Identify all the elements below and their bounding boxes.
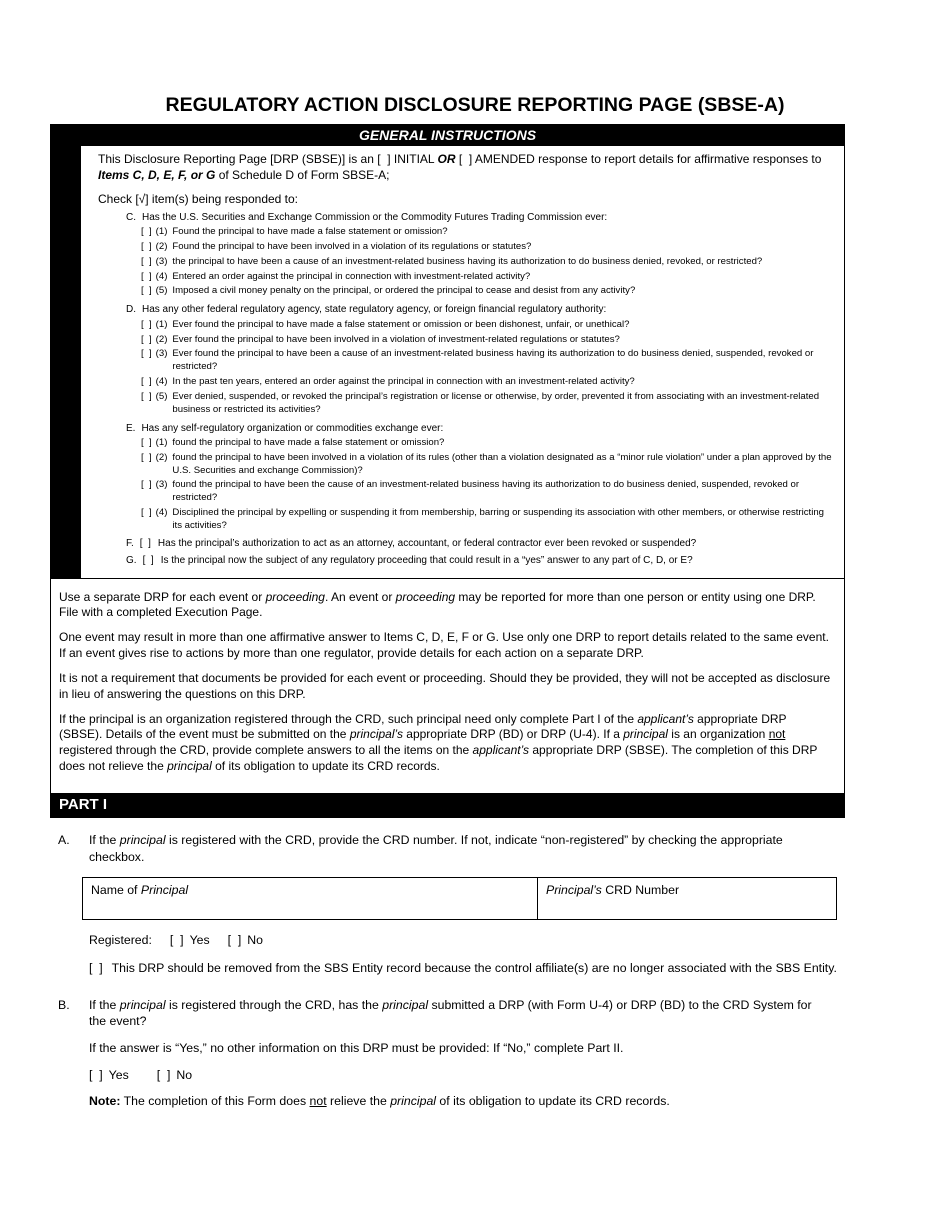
intro-text-4: AMENDED response to report details for affirmative responses to bbox=[472, 152, 822, 166]
principal-crd-field[interactable] bbox=[538, 878, 837, 920]
section-a bbox=[50, 832, 845, 981]
section-b-label: B. bbox=[58, 997, 70, 1012]
section-b-instruction: If the answer is “Yes,” no other information on this DRP must be provided: If “No,” complete Part II. bbox=[89, 1041, 624, 1056]
checkbox-c5[interactable]: [ ] bbox=[141, 285, 152, 297]
items-emphasis: Items C, D, E, F, or G bbox=[98, 167, 216, 182]
initial-checkbox[interactable]: [ ] bbox=[377, 152, 391, 166]
instruction-item-e1: [ ] (1) found the principal to have made a false statement or omission? bbox=[141, 436, 445, 448]
general-instructions-content bbox=[81, 146, 844, 578]
instruction-item-f: F. [ ] Has the principal’s authorization to act as an attorney, accountant, or federal contractor ever been revoked or suspended? bbox=[126, 537, 697, 549]
general-instructions-header: GENERAL INSTRUCTIONS bbox=[51, 125, 844, 146]
instruction-item-e4: [ ] (4) Disciplined the principal by expelling or suspending it from membership, barring or suspending its association with other members, or otherwise restricting its activities? bbox=[141, 507, 825, 532]
instruction-item-g: G. [ ] Is the principal now the subject of any regulatory proceeding that could result in a “yes” answer to any part of C, D, or E? bbox=[126, 555, 693, 567]
answer-yes-checkbox[interactable]: [ ] bbox=[89, 1067, 103, 1082]
instruction-item-c4: [ ] (4) Entered an order against the principal in connection with investment-related activity? bbox=[141, 270, 531, 282]
instruction-item-d3: [ ] (3) Ever found the principal to have been a cause of an investment-related business having its authorization to do business denied, suspended, revoked or restricted? bbox=[141, 348, 814, 373]
left-black-band bbox=[51, 146, 81, 578]
section-b-body bbox=[89, 997, 845, 1120]
principal-table-row bbox=[83, 878, 837, 920]
section-b bbox=[50, 997, 845, 1120]
section-c-heading: C. Has the U.S. Securities and Exchange Commission or the Commodity Futures Trading Commission ever: bbox=[126, 211, 608, 223]
checkbox-d3[interactable]: [ ] bbox=[141, 348, 152, 360]
answer-row bbox=[89, 1067, 823, 1084]
answer-no-label: No bbox=[176, 1067, 193, 1082]
amended-checkbox[interactable]: [ ] bbox=[458, 152, 473, 166]
answer-yes-group bbox=[89, 1068, 129, 1082]
checkbox-c3[interactable]: [ ] bbox=[141, 255, 152, 267]
instruction-item-d4: [ ] (4) In the past ten years, entered an order against the principal in connection with an investment-related activity? bbox=[141, 376, 635, 388]
instruction-item-e3: [ ] (3) found the principal to have been the cause of an investment-related business having its authorization to do business denied, suspended, revoked or restricted? bbox=[141, 479, 800, 504]
instruction-item-d2: [ ] (2) Ever found the principal to have been involved in a violation of investment-related regulations or statutes? bbox=[141, 333, 620, 345]
checkbox-e1[interactable]: [ ] bbox=[141, 436, 152, 448]
registered-yes-checkbox[interactable]: [ ] bbox=[169, 932, 184, 947]
general-instructions-body bbox=[51, 146, 844, 578]
instruction-list bbox=[98, 211, 836, 568]
answer-no-checkbox[interactable]: [ ] bbox=[156, 1067, 171, 1082]
principal-name-field[interactable] bbox=[83, 878, 538, 920]
paragraph-crd-registration: If the principal is an organization registered through the CRD, such principal need only complete Part I of the applicant’s appropriate DRP (SBSE). Details of the event must be submitted on the principal’s appropriate DRP (BD) or DRP (U-4). If a principal is an organization not registered through the CRD, provide complete answers to all the items on the applicant’s appropriate DRP (SBSE). The completion of this DRP does not relieve the principal of its obligation to update its CRD records. bbox=[59, 711, 818, 774]
registered-label: Registered: bbox=[89, 932, 152, 947]
paragraph-one-event: One event may result in more than one affirmative answer to Items C, D, E, F or G. Use only one DRP to report details related to the same event. If an event gives rise to actions by more than one regulator, provide details for each action on a separate DRP. bbox=[59, 630, 829, 661]
registered-yes-label: Yes bbox=[189, 932, 210, 947]
intro-text-5: of Schedule D of Form SBSE-A; bbox=[215, 167, 390, 182]
note-text: Note: The completion of this Form does not relieve the principal of its obligation to update its CRD records. bbox=[89, 1094, 670, 1109]
registered-row bbox=[89, 932, 837, 949]
checkbox-g[interactable]: [ ] bbox=[142, 555, 154, 567]
principal-crd-label: Principal’s CRD Number bbox=[546, 883, 680, 898]
checkbox-d1[interactable]: [ ] bbox=[141, 318, 152, 330]
section-e-heading: E. Has any self-regulatory organization or commodities exchange ever: bbox=[126, 422, 444, 434]
paragraph-use-separate-drp: Use a separate DRP for each event or proceeding. An event or proceeding may be reported for more than one person or entity using one DRP. File with a completed Execution Page. bbox=[59, 589, 816, 620]
checkbox-d5[interactable]: [ ] bbox=[141, 390, 152, 402]
registered-no-checkbox[interactable]: [ ] bbox=[227, 932, 242, 947]
or-emphasis: OR bbox=[437, 152, 456, 166]
section-g-label: G. bbox=[126, 555, 137, 567]
general-instructions-box bbox=[50, 124, 845, 818]
checkbox-c1[interactable]: [ ] bbox=[141, 226, 152, 238]
checkbox-e2[interactable]: [ ] bbox=[141, 451, 152, 463]
intro-text-2: INITIAL bbox=[390, 152, 438, 166]
checkbox-c2[interactable]: [ ] bbox=[141, 240, 152, 252]
section-b-text: If the principal is registered through the CRD, has the principal submitted a DRP (with Form U-4) or DRP (BD) to the CRD System for the event? bbox=[89, 997, 812, 1029]
removal-row bbox=[89, 960, 837, 977]
answer-yes-label: Yes bbox=[108, 1067, 129, 1082]
instruction-item-c1: [ ] (1) Found the principal to have made a false statement or omission? bbox=[141, 226, 448, 238]
principal-table bbox=[82, 877, 837, 920]
section-e-label: E. bbox=[126, 422, 136, 434]
section-a-body bbox=[89, 832, 859, 981]
check-instruction: Check [√] item(s) being responded to: bbox=[98, 191, 299, 206]
checkbox-d4[interactable]: [ ] bbox=[141, 376, 152, 388]
registered-no-label: No bbox=[247, 932, 264, 947]
checkbox-f[interactable]: [ ] bbox=[139, 537, 151, 549]
instruction-item-e2: [ ] (2) found the principal to have been involved in a violation of its rules (other than a violation designated as a “minor rule violation” under a plan approved by the U.S. Securities and exchange Commission)? bbox=[141, 451, 832, 476]
intro-line bbox=[98, 152, 836, 184]
section-d-label: D. bbox=[126, 304, 136, 316]
part1-content bbox=[50, 818, 845, 1120]
removal-checkbox[interactable]: [ ] bbox=[89, 961, 103, 976]
principal-name-label: Name of Principal bbox=[91, 883, 189, 898]
intro-text-1: This Disclosure Reporting Page [DRP (SBSE)] is an bbox=[98, 152, 378, 166]
instruction-item-d5: [ ] (5) Ever denied, suspended, or revoked the principal’s registration or license or otherwise, by order, prevented it from associating with an investment-related business or restricted its activities? bbox=[141, 390, 820, 415]
instruction-item-c3: [ ] (3) the principal to have been a cause of an investment-related business having its authorization to do business denied, revoked, or restricted? bbox=[141, 255, 763, 267]
part1-header: PART I bbox=[51, 793, 844, 817]
form-title: REGULATORY ACTION DISCLOSURE REPORTING PAGE (SBSE-A) bbox=[165, 94, 785, 116]
instruction-item-d1: [ ] (1) Ever found the principal to have made a false statement or omission or been dishonest, unfair, or unethical? bbox=[141, 318, 630, 330]
answer-no-group bbox=[157, 1068, 192, 1082]
paragraph-documents: It is not a requirement that documents be provided for each event or proceeding. Should they be provided, they will not be accepted as disclosure in lieu of answering the questions on this DRP. bbox=[59, 670, 831, 701]
instruction-item-c5: [ ] (5) Imposed a civil money penalty on the principal, or ordered the principal to cease and desist from any activity? bbox=[141, 285, 636, 297]
checkbox-e3[interactable]: [ ] bbox=[141, 479, 152, 491]
checkbox-e4[interactable]: [ ] bbox=[141, 507, 152, 519]
removal-text: This DRP should be removed from the SBS Entity record because the control affiliate(s) are no longer associated with the SBS Entity. bbox=[111, 961, 837, 976]
section-d-heading: D. Has any other federal regulatory agency, state regulatory agency, or foreign financial regulatory authority: bbox=[126, 304, 607, 316]
section-f-label: F. bbox=[126, 537, 134, 549]
checkbox-c4[interactable]: [ ] bbox=[141, 270, 152, 282]
checkbox-d2[interactable]: [ ] bbox=[141, 333, 152, 345]
section-a-label: A. bbox=[58, 832, 70, 847]
section-a-text: If the principal is registered with the CRD, provide the CRD number. If not, indicate “non-registered” by checking the appropriate checkbox. bbox=[89, 832, 783, 864]
instruction-item-c2: [ ] (2) Found the principal to have been involved in a violation of its regulations or statutes? bbox=[141, 240, 532, 252]
section-c-label: C. bbox=[126, 211, 136, 223]
instruction-paragraphs bbox=[51, 578, 844, 785]
